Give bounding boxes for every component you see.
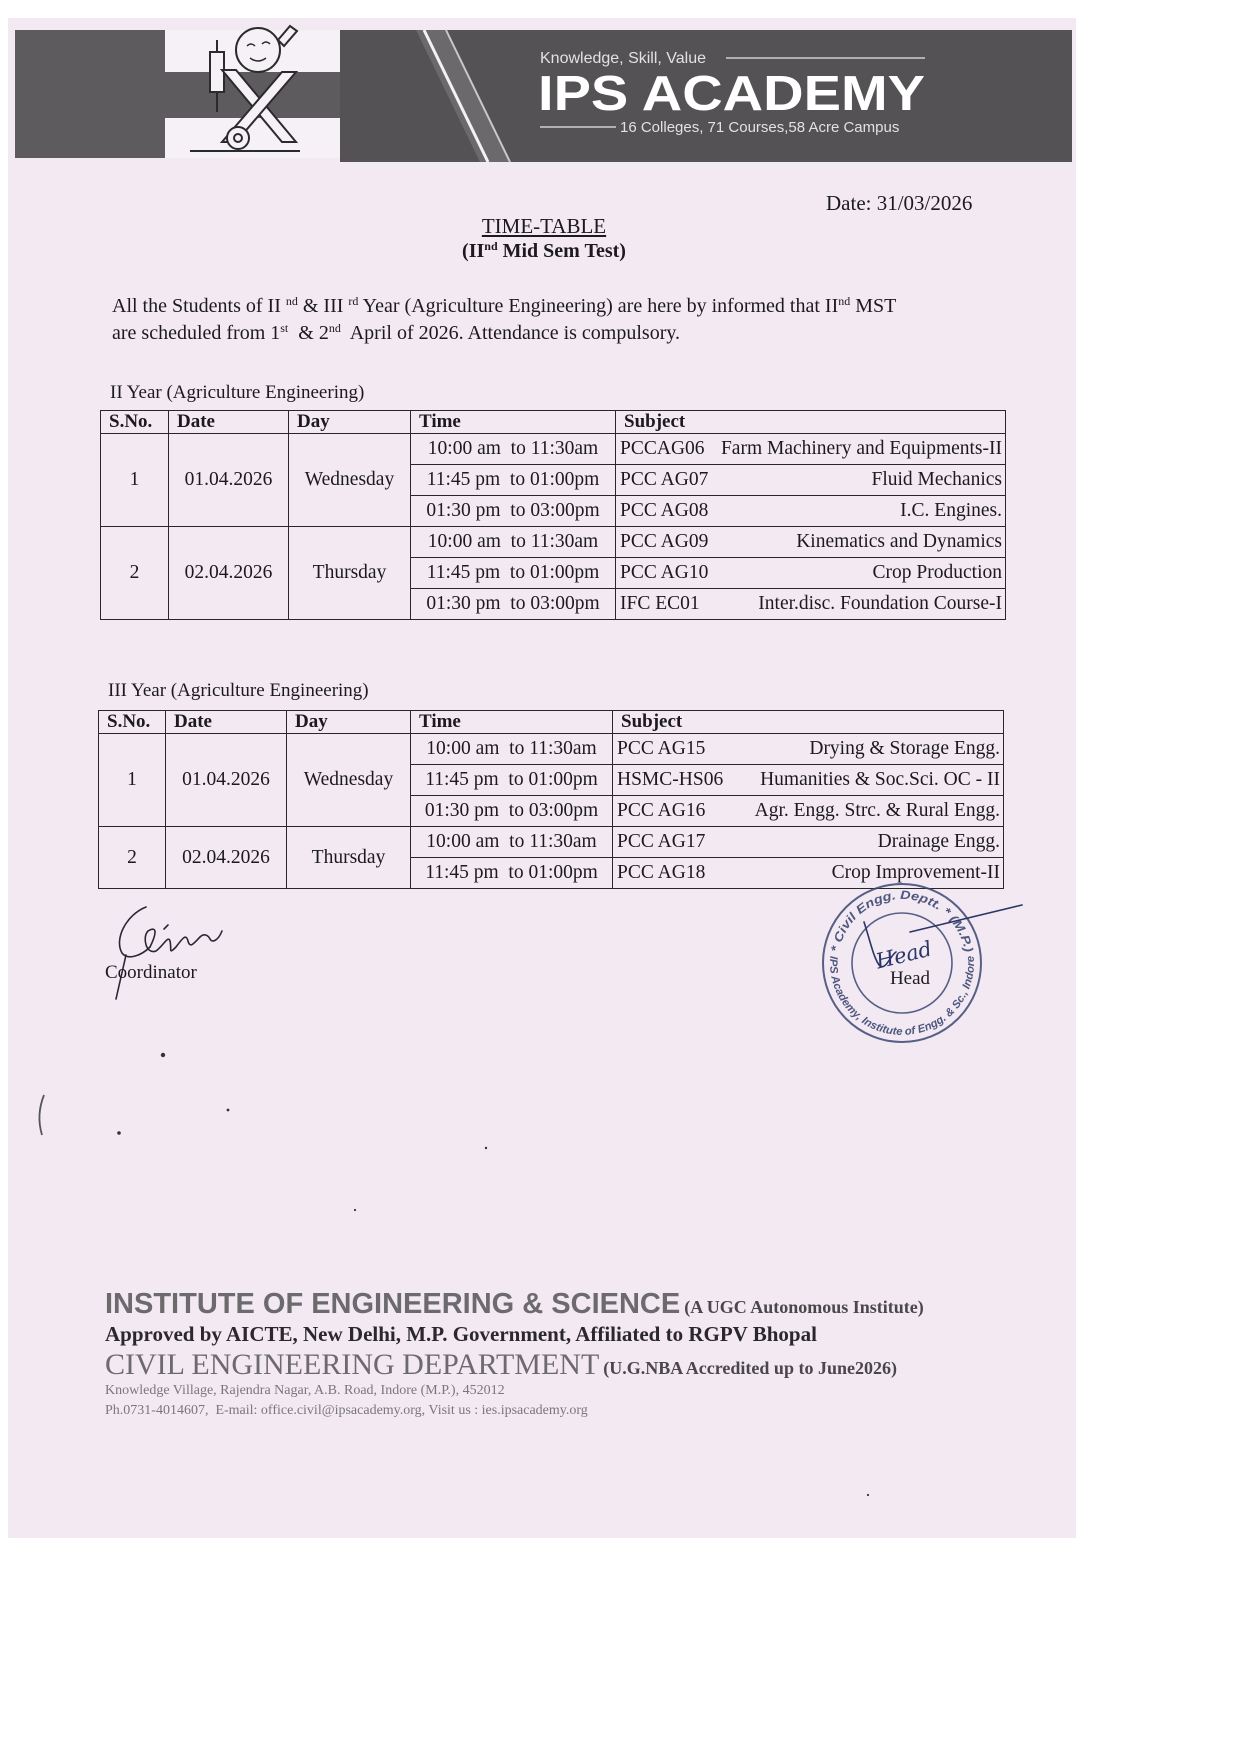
date-cell: 01.04.2026 (166, 734, 287, 827)
notice-line-1 (112, 293, 897, 317)
institute-note: (A UGC Autonomous Institute) (684, 1297, 924, 1317)
subject-wrap (616, 527, 1005, 557)
header-row (101, 411, 1006, 434)
time-cell: 11:45 pm to 01:00pm (411, 765, 613, 796)
banner-tagline: Knowledge, Skill, Value (540, 50, 707, 67)
coordinator-label: Coordinator (105, 962, 197, 983)
subject-code: PCCAG06 (620, 438, 705, 459)
table-caption-second-year: II Year (Agriculture Engineering) (110, 382, 365, 403)
head-label: Head (889, 968, 931, 989)
notice-text: All the Students of II (112, 295, 286, 317)
contact-line: Ph.0731-4014607, E-mail: office.civil@ipsacademy.org, Visit us : ies.ipsacademy.org (105, 1403, 588, 1418)
subject-cell (613, 796, 1004, 827)
column-header: Day (289, 411, 411, 434)
subject-name: I.C. Engines. (900, 500, 1002, 521)
subject-wrap (616, 496, 1005, 526)
document-date: Date: 31/03/2026 (826, 191, 973, 215)
subject-code: PCC AG17 (617, 831, 706, 852)
table-row (101, 527, 1006, 558)
time-cell: 10:00 am to 11:30am (411, 827, 613, 858)
column-header: S.No. (99, 711, 166, 734)
subject-code: PCC AG09 (620, 531, 709, 552)
subject-cell (616, 527, 1006, 558)
subject-name: Humanities & Soc.Sci. OC - II (760, 769, 1000, 790)
subject-wrap (616, 558, 1005, 588)
footer-department-line (105, 1350, 897, 1380)
column-header: Time (411, 411, 616, 434)
date-cell: 01.04.2026 (169, 434, 289, 527)
notice-text: are scheduled from 1 (112, 322, 281, 344)
day-cell: Wednesday (289, 434, 411, 527)
notice-text: & 2 (288, 322, 329, 344)
notice-text: April of 2026. Attendance is compulsory. (340, 322, 681, 344)
department-note: (U.G.NBA Accredited up to June2026) (603, 1358, 897, 1378)
time-cell: 01:30 pm to 03:00pm (411, 796, 613, 827)
department-stamp (800, 860, 1040, 1060)
header-row (99, 711, 1004, 734)
coordinator-signature (98, 895, 238, 1010)
notice-text: Year (Agriculture Engineering) are here by informed that II (358, 295, 839, 317)
subject-name: Agr. Engg. Strc. & Rural Engg. (754, 800, 1000, 821)
banner-left-block (15, 30, 165, 158)
subject-name: Drainage Engg. (877, 831, 1000, 852)
scan-speck (117, 1053, 869, 1496)
subject-name: Kinematics and Dynamics (796, 531, 1002, 552)
serial-number-cell: 2 (101, 527, 169, 620)
column-header: Time (411, 711, 613, 734)
subject-wrap (616, 465, 1005, 495)
subject-code: PCC AG15 (617, 738, 706, 759)
subject-cell (616, 465, 1006, 496)
subject-wrap (613, 827, 1003, 857)
notice-superscript: nd (285, 293, 298, 308)
subject-wrap (613, 765, 1003, 795)
notice-superscript: st (280, 320, 289, 335)
stamp-top-arc: * Civil Engg. Deptt. * (M.P.) (827, 887, 976, 954)
day-cell: Thursday (287, 827, 411, 889)
timetable-title: TIME-TABLE (481, 214, 607, 238)
subject-name: Farm Machinery and Equipments-II (720, 438, 1002, 459)
subject-cell (613, 827, 1004, 858)
notice-superscript: nd (838, 293, 851, 308)
subtitle-text: Mid Sem Test) (497, 240, 626, 262)
column-header: Day (287, 711, 411, 734)
banner-brand: IPS ACADEMY (538, 67, 925, 121)
subject-cell (616, 589, 1006, 620)
time-cell: 11:45 pm to 01:00pm (411, 858, 613, 889)
notice-line-2 (112, 320, 681, 344)
column-header: Subject (613, 711, 1004, 734)
subject-cell (613, 765, 1004, 796)
ips-academy-banner (0, 0, 1239, 175)
day-cell: Thursday (289, 527, 411, 620)
subject-cell (616, 558, 1006, 589)
subject-cell (616, 434, 1006, 465)
serial-number-cell: 1 (101, 434, 169, 527)
department-name: CIVIL ENGINEERING DEPARTMENT (105, 1348, 600, 1381)
notice-text: MST (850, 295, 897, 317)
column-header: Date (166, 711, 287, 734)
notice-text: & III (297, 295, 349, 317)
time-cell: 01:30 pm to 03:00pm (411, 496, 616, 527)
day-cell: Wednesday (287, 734, 411, 827)
column-header: Date (169, 411, 289, 434)
date-cell: 02.04.2026 (166, 827, 287, 889)
column-header: S.No. (101, 411, 169, 434)
time-cell: 01:30 pm to 03:00pm (411, 589, 616, 620)
date-cell: 02.04.2026 (169, 527, 289, 620)
time-cell: 11:45 pm to 01:00pm (411, 465, 616, 496)
serial-number-cell: 2 (99, 827, 166, 889)
subject-name: Drying & Storage Engg. (809, 738, 1000, 759)
stamp-bottom-arc: IPS Academy, Institute of Engg. & Sc., Indore (826, 955, 978, 1038)
approval-line: Approved by AICTE, New Delhi, M.P. Government, Affiliated to RGPV Bhopal (105, 1322, 817, 1346)
subtitle-text: (II (462, 240, 485, 262)
subject-name: Inter.disc. Foundation Course-I (758, 593, 1002, 614)
serial-number-cell: 1 (99, 734, 166, 827)
table-caption-third-year: III Year (Agriculture Engineering) (108, 680, 369, 701)
address-line: Knowledge Village, Rajendra Nagar, A.B. Road, Indore (M.P.), 452012 (105, 1383, 505, 1398)
subject-wrap (613, 796, 1003, 826)
time-cell: 10:00 am to 11:30am (411, 527, 616, 558)
banner-subline: 16 Colleges, 71 Courses,58 Acre Campus (620, 119, 900, 136)
subject-name: Crop Production (872, 562, 1002, 583)
table-row (99, 827, 1004, 858)
subject-wrap (616, 589, 1005, 619)
subject-code: PCC AG18 (617, 862, 706, 883)
institute-name: INSTITUTE OF ENGINEERING & SCIENCE (105, 1288, 681, 1320)
subject-cell (616, 496, 1006, 527)
scan-artifacts (0, 1040, 1239, 1520)
footer-institute-line (105, 1290, 924, 1319)
table-row (101, 434, 1006, 465)
table-row (99, 734, 1004, 765)
subject-code: PCC AG08 (620, 500, 709, 521)
time-cell: 10:00 am to 11:30am (411, 434, 616, 465)
scan-mark (39, 1095, 44, 1135)
subject-code: IFC EC01 (620, 593, 700, 614)
subtitle-superscript: nd (484, 238, 498, 253)
notice-superscript: rd (348, 293, 359, 308)
timetable-second-year (100, 410, 1006, 620)
notice-superscript: nd (328, 320, 341, 335)
subject-wrap (613, 734, 1003, 764)
subject-code: PCC AG07 (620, 469, 709, 490)
subject-code: PCC AG16 (617, 800, 706, 821)
subject-code: HSMC-HS06 (617, 769, 724, 790)
time-cell: 11:45 pm to 01:00pm (411, 558, 616, 589)
subject-name: Fluid Mechanics (871, 469, 1002, 490)
subject-name: Crop Improvement-II (831, 862, 1000, 883)
head-handwritten: Head (873, 936, 935, 974)
time-cell: 10:00 am to 11:30am (411, 734, 613, 765)
subject-cell (613, 734, 1004, 765)
subject-code: PCC AG10 (620, 562, 709, 583)
timetable-subtitle (394, 238, 694, 262)
subject-wrap (616, 434, 1005, 464)
column-header: Subject (616, 411, 1006, 434)
